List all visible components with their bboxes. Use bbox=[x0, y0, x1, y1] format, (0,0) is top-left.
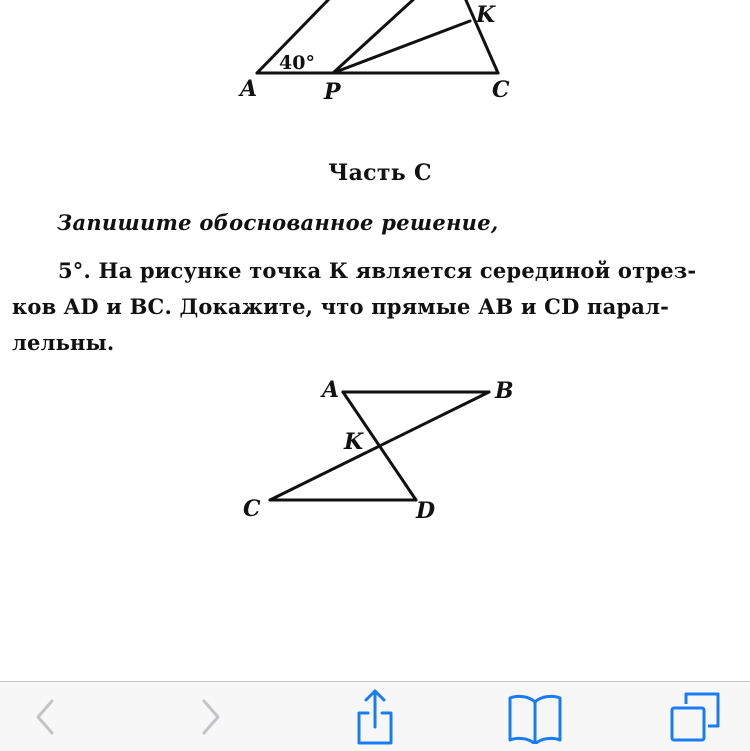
browser-toolbar bbox=[0, 681, 750, 751]
problem-line-1: 5°. На рисунке точка К является серединой отрез- bbox=[58, 258, 697, 283]
label-a: A bbox=[322, 377, 340, 403]
bookmarks-button[interactable] bbox=[490, 682, 580, 751]
label-k: K bbox=[344, 429, 364, 455]
label-c-top: C bbox=[492, 77, 510, 103]
label-k-top: K bbox=[476, 2, 496, 28]
chevron-right-icon bbox=[199, 697, 223, 737]
chevron-left-icon bbox=[33, 697, 57, 737]
book-icon bbox=[507, 690, 563, 744]
segment-cb bbox=[270, 392, 489, 500]
label-a-top: A bbox=[240, 76, 258, 102]
label-angle-40: 40° bbox=[279, 52, 315, 74]
problem-line-2: ков AD и ВС. Докажите, что прямые АВ и CD парал- bbox=[12, 294, 670, 319]
share-icon bbox=[355, 689, 395, 745]
back-button[interactable] bbox=[0, 682, 90, 751]
problem-line-3: лельны. bbox=[12, 330, 115, 355]
forward-button[interactable] bbox=[166, 682, 256, 751]
label-b: B bbox=[495, 378, 514, 404]
label-p: P bbox=[324, 79, 341, 105]
tabs-icon bbox=[668, 690, 722, 744]
label-c: C bbox=[243, 496, 261, 522]
section-instruction: Запишите обоснованное решение, bbox=[57, 210, 499, 235]
share-button[interactable] bbox=[330, 682, 420, 751]
label-d: D bbox=[416, 498, 436, 524]
section-heading: Часть С bbox=[328, 160, 432, 186]
tabs-button[interactable] bbox=[650, 682, 740, 751]
